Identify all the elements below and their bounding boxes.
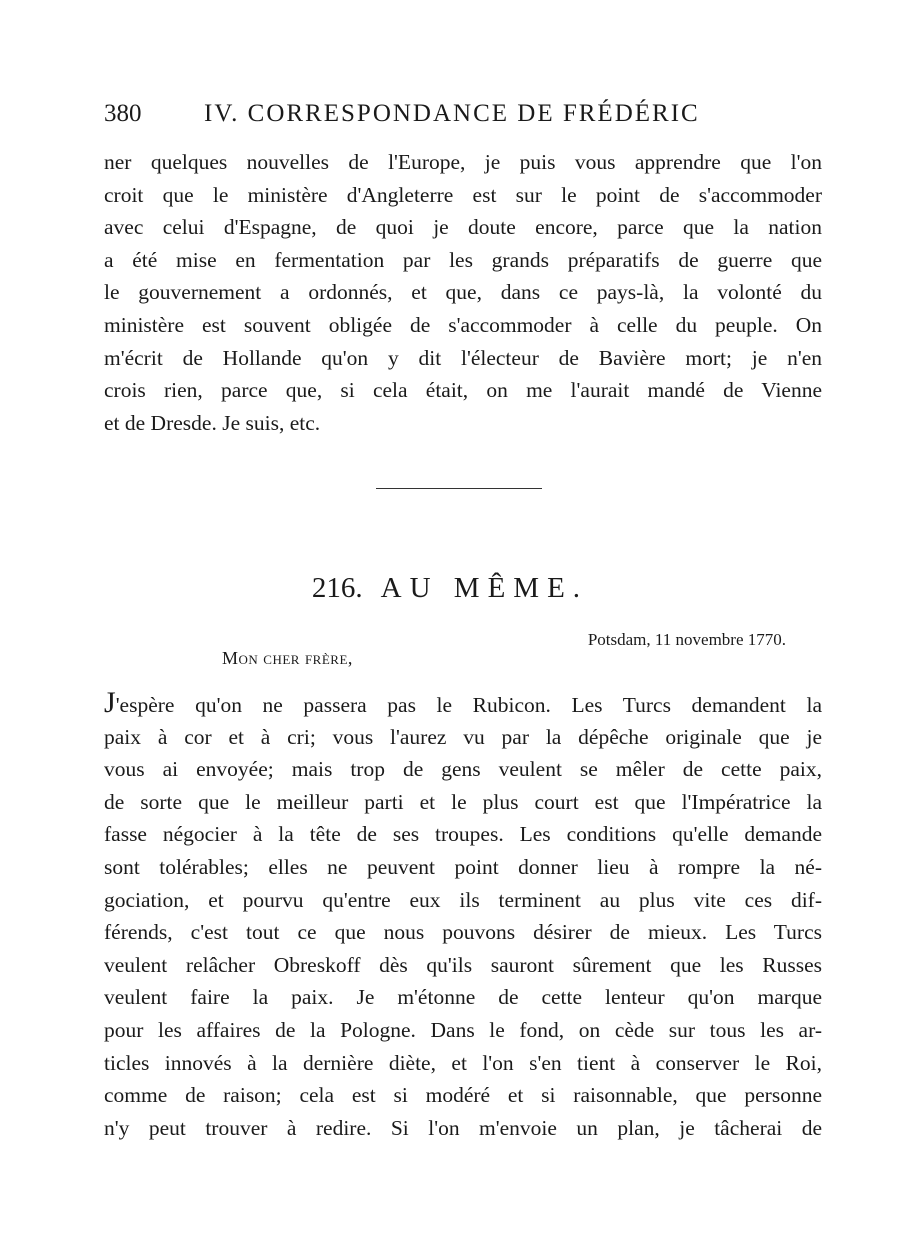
letter-body xyxy=(104,688,822,1144)
text-line: paix à cor et à cri; vous l'aurez vu par la dépêche originale que je xyxy=(104,724,822,749)
text-line: gociation, et pourvu qu'entre eux ils terminent au plus vite ces dif- xyxy=(104,887,822,912)
text-line: n'y peut trouver à redire. Si l'on m'envoie un plan, je tâcherai de xyxy=(104,1115,822,1140)
text-line: fasse négocier à la tête de ses troupes. Les conditions qu'elle demande xyxy=(104,822,822,847)
text-line: vous ai envoyée; mais trop de gens veulent se mêler de cette paix, xyxy=(104,757,822,782)
letter-number: 216. xyxy=(311,572,363,604)
text-line: férends, c'est tout ce que nous pouvons désirer de mieux. Les Turcs xyxy=(104,920,822,945)
salutation: Mon cher frère, xyxy=(222,648,353,668)
page-number: 380 xyxy=(104,100,142,127)
text-line: de sorte que le meilleur parti et le plus court est que l'Impératrice la xyxy=(104,789,822,814)
section-divider xyxy=(376,488,542,489)
text-line: comme de raison; cela est si modéré et si raisonnable, que personne xyxy=(104,1083,822,1108)
first-text-line xyxy=(104,688,822,721)
text-line: veulent relâcher Obreskoff dès qu'ils sauront sûrement que les Russes xyxy=(104,952,822,977)
letter-title: AU MÊME. xyxy=(380,572,589,604)
letter-heading xyxy=(0,572,900,605)
previous-letter-continuation xyxy=(104,146,822,439)
text-line: ner quelques nouvelles de l'Europe, je puis vous apprendre que l'on xyxy=(104,150,822,174)
text-line: sont tolérables; elles ne peuvent point donner lieu à rompre la né- xyxy=(104,854,822,879)
text-line: a été mise en fermentation par les grands préparatifs de guerre que xyxy=(104,247,822,272)
text-line: ministère est souvent obligée de s'accommoder à celle du peuple. On xyxy=(104,312,822,337)
text-line: le gouvernement a ordonnés, et que, dans ce pays-là, la volonté du xyxy=(104,280,822,305)
text-line: crois rien, parce que, si cela était, on me l'aurait mandé de Vienne xyxy=(104,378,822,403)
text-line: avec celui d'Espagne, de quoi je doute encore, parce que la nation xyxy=(104,215,822,240)
text-line: et de Dresde. Je suis, etc. xyxy=(104,410,321,435)
text-line: veulent faire la paix. Je m'étonne de cette lenteur qu'on marque xyxy=(104,985,822,1010)
text-line: croit que le ministère d'Angleterre est sur le point de s'accommoder xyxy=(104,182,822,207)
running-head xyxy=(104,100,824,134)
text-line: ticles innovés à la dernière diète, et l'on s'en tient à conserver le Roi, xyxy=(104,1050,822,1075)
initial-letter: J xyxy=(104,686,116,719)
running-title: IV. CORRESPONDANCE DE FRÉDÉRIC xyxy=(204,100,700,127)
dateline: Potsdam, 11 novembre 1770. xyxy=(587,630,786,649)
first-line-text: 'espère qu'on ne passera pas le Rubicon. Les Turcs demandent la xyxy=(115,693,822,717)
text-line: pour les affaires de la Pologne. Dans le fond, on cède sur tous les ar- xyxy=(104,1017,822,1042)
text-line: m'écrit de Hollande qu'on y dit l'électeur de Bavière mort; je n'en xyxy=(104,345,822,370)
